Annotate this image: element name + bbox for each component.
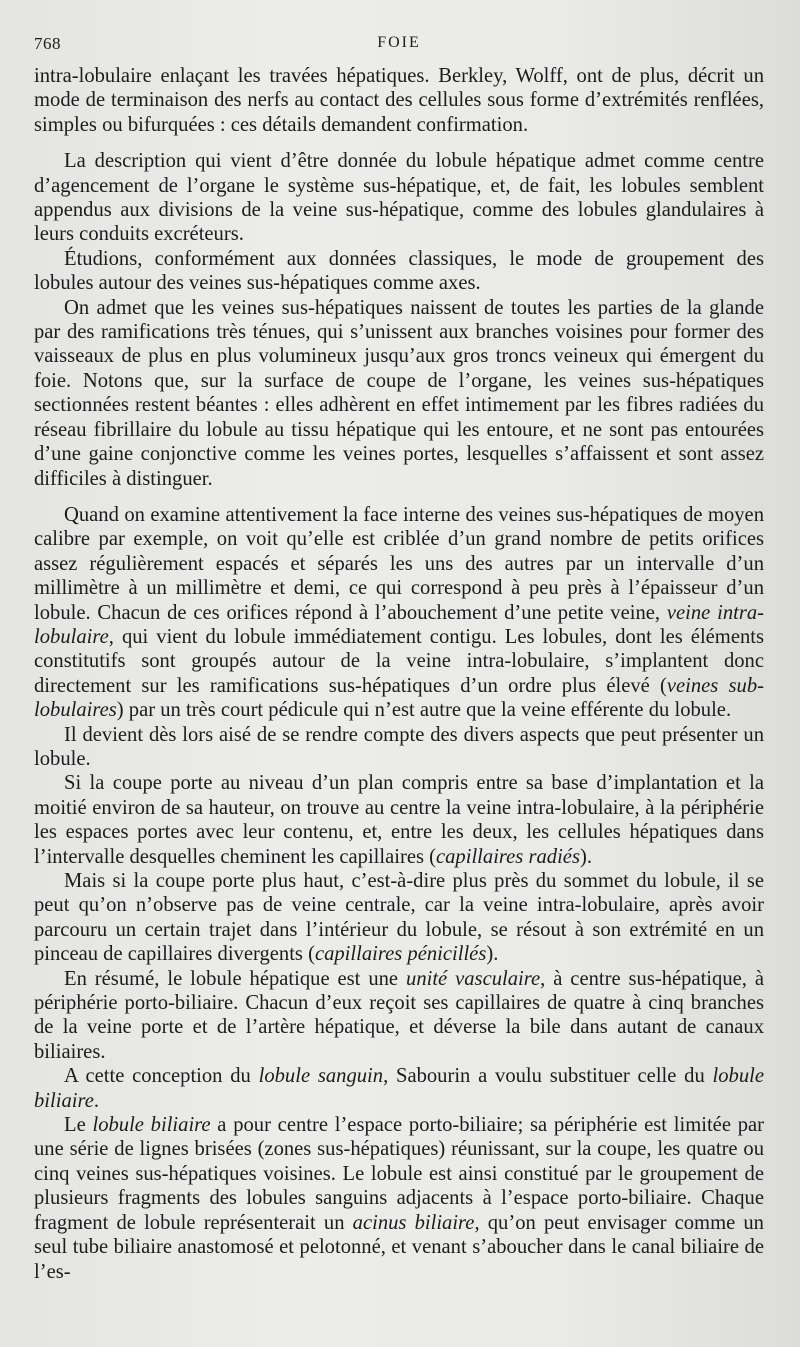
italic-term: lobule biliaire [92, 1114, 211, 1137]
italic-term: veines sub-lobulaires [34, 674, 764, 722]
paragraph-continuation: intra-lobulaire enlaçant les travées hépatiques. Berkley, Wolff, ont de plus, décrit un mode de terminaison des nerfs au contact des cellules sous forme d’extrémités renflées, simples ou bifurquées : ces détails demandent confirmation. [34, 65, 764, 136]
paragraph [34, 967, 764, 1065]
text-run: . [93, 1089, 100, 1112]
text-run: , qui vient du lobule immédiatement contigu. Les lobules, dont les éléments constitutifs sont groupés autour de la veine intra-lobulaire, s’implantent donc directement sur les ramifications sus-hépatiques d’un ordre plus élevé ( [34, 625, 764, 697]
italic-term: veine intra-lobulaire [34, 601, 765, 648]
text-run: , Sabourin a voulu substituer celle du [383, 1065, 713, 1088]
text-run: ). [579, 845, 592, 868]
paragraph [34, 503, 764, 723]
text-run: A cette conception du [64, 1065, 259, 1088]
text-run: Si la coupe porte au niveau d’un plan compris entre sa base d’implantation et la moitié environ de sa hauteur, on trouve au centre la veine intra-lobulaire, à la périphérie les espaces portes avec leur contenu, et, entre les deux, les cellules hépatiques dans l’intervalle desquelles cheminent les capillaires ( [34, 772, 764, 868]
paragraph: Étudions, conformément aux données classiques, le mode de groupement des lobules autour des veines sus-hépatiques comme axes. [34, 247, 764, 295]
paragraph: Il devient dès lors aisé de se rendre compte des divers aspects que peut présenter un lobule. [34, 723, 764, 770]
paragraph [34, 771, 764, 869]
text-run: ). [486, 943, 499, 966]
paragraph: On admet que les veines sus-hépatiques naissent de toutes les parties de la glande par des ramifications très ténues, qui s’unissent aux branches voisines pour former des vaisseaux de plus en plus volumineux jusqu’aux gros troncs veineux qui émergent du foie. Notons que, sur la surface de coupe de l’organe, les veines sus-hépatiques sectionnées restent béantes : elles adhèrent en effet intimement par les fibres radiées du réseau fibrillaire du lobule au tissu hépatique qui les entoure, et ne sont pas entourées d’une gaine conjonctive comme les veines portes, lesquelles s’affaissent et sont assez difficiles à distinguer. [34, 296, 764, 490]
paragraph: La description qui vient d’être donnée du lobule hépatique admet comme centre d’agencement de l’organe le système sus-hépatique, et, de fait, les lobules semblent appendus aux divisions de la veine sus-hépatique, comme des lobules glandulaires à leurs conduits excréteurs. [34, 150, 764, 246]
italic-term: lobule biliaire [34, 1065, 765, 1112]
page-header [34, 30, 764, 64]
text-run: Mais si la coupe porte plus haut, c’est-à-dire plus près du sommet du lobule, il se peut qu’on n’observe pas de veine centrale, car la veine intra-lobulaire, après avoir parcouru un certain trajet dans l’intérieur du lobule, se résout à son extrémité en un pinceau de capillaires divergents ( [34, 870, 764, 966]
text-run: a pour centre l’espace porto-biliaire; sa périphérie est limitée par une série de lignes brisées (zones sus-hépatiques) réunissant, sur la coupe, les quatre ou cinq veines sus-hépatiques voisines. Le lobule est ainsi constitué par le groupement de plusieurs fragments des lobules sanguins adjacents à l’espace porto-biliaire. Chaque fragment de lobule représenterait un [34, 1114, 764, 1234]
italic-term: capillaires radiés [436, 845, 580, 868]
text-run: , qu’on peut envisager comme un seul tube biliaire anastomosé et pelotonné, et venant s’aboucher dans le canal biliaire de l’es- [34, 1211, 764, 1283]
body-text [34, 64, 764, 1284]
text-run: , à centre sus-hépatique, à périphérie porto-biliaire. Chacun d’eux reçoit ses capillaires de quatre à cinq branches de la veine porte et de l’artère hépatique, et déverse la bile dans autant de canaux biliaires. [34, 967, 764, 1063]
text-run: Le [64, 1114, 93, 1137]
page-number: 768 [34, 34, 61, 53]
italic-term: capillaires pénicillés [314, 943, 487, 966]
italic-term: unité vasculaire [406, 967, 541, 990]
text-run: Quand on examine attentivement la face interne des veines sus-hépatiques de moyen calibre par exemple, on voit qu’elle est criblée d’un grand nombre de petits orifices assez régulièrement espacés et séparés les uns des autres par un intervalle d’un millimètre à un millimètre et demi, ce qui correspond à peu près à l’épaisseur d’un lobule. Chacun de ces orifices répond à l’abouchement d’une petite veine, [34, 503, 764, 624]
paragraph [34, 1064, 764, 1113]
text-run: En résumé, le lobule hépatique est une [64, 967, 407, 990]
running-title: FOIE [377, 34, 421, 51]
italic-term: lobule sanguin [258, 1065, 384, 1088]
italic-term: acinus biliaire [352, 1211, 475, 1234]
text-run: ) par un très court pédicule qui n’est autre que la veine efférente du lobule. [116, 699, 732, 722]
paragraph [34, 1113, 764, 1284]
paragraph [34, 869, 764, 967]
